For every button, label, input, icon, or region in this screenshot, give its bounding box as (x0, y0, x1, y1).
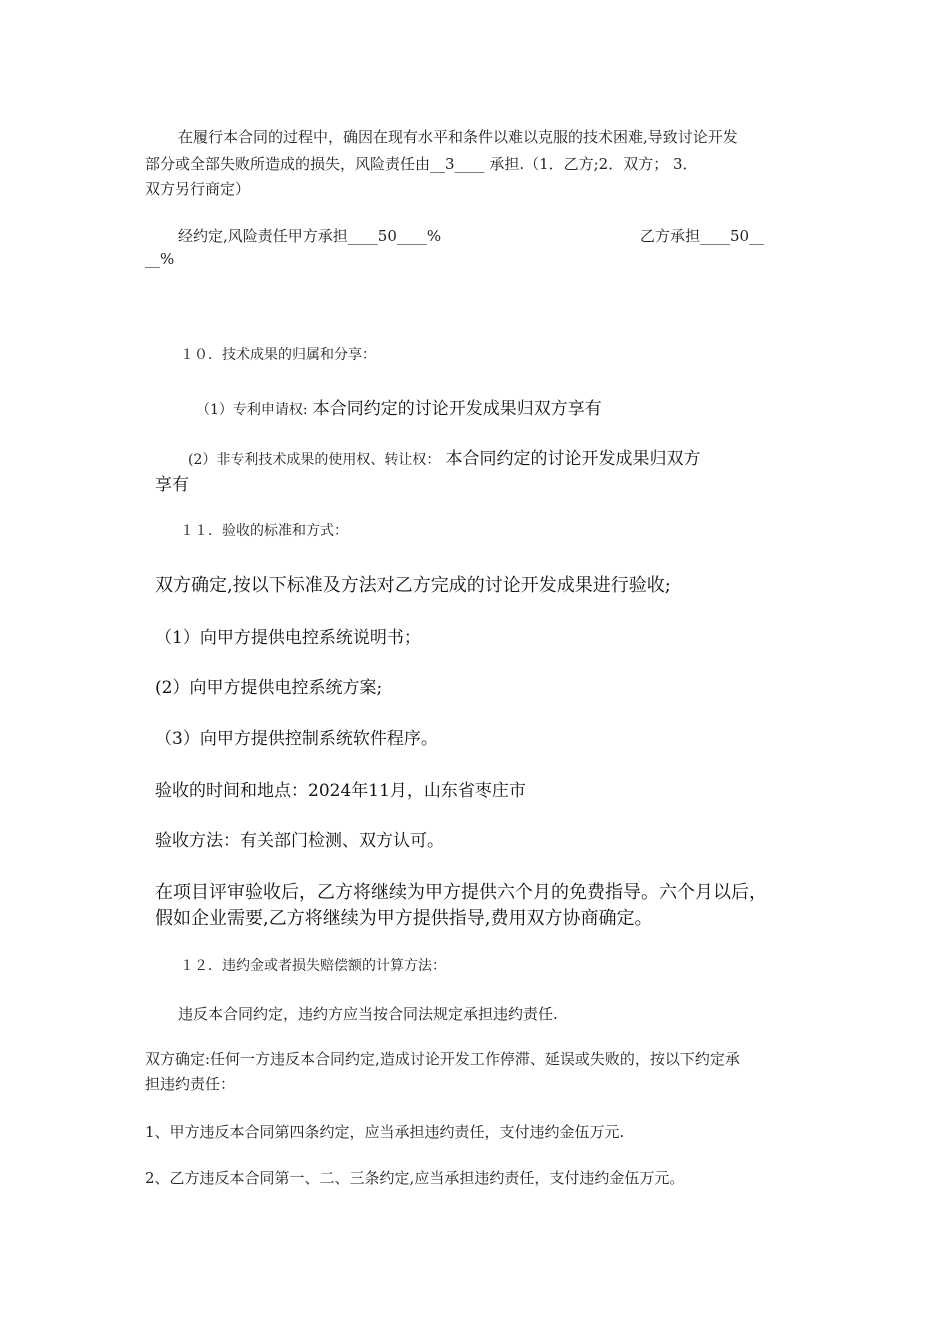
section-11-heading: １１．验收的标准和方式： (180, 523, 348, 539)
risk-para-line-1: 在履行本合同的过程中，确因在现有水平和条件以难以克服的技术困难,导致讨论开发 (178, 128, 738, 146)
section-12-para-1: 违反本合同约定，违约方应当按合同法规定承担违约责任. (178, 1005, 558, 1023)
section-11-after-line-2: 假如企业需要,乙方将继续为甲方提供指导,费用双方协商确定。 (155, 908, 653, 929)
section-11-item-1: （1）向甲方提供电控系统说明书； (155, 628, 421, 648)
section-10-heading: １０．技术成果的归属和分享： (180, 347, 376, 363)
section-11-method: 验收方法：有关部门检测、双方认可。 (155, 831, 444, 851)
risk-para-line-3: 双方另行商定） (145, 180, 251, 198)
section-10-item-2 (188, 444, 700, 469)
section-11-after-line-1: 在项目评审验收后，乙方将继续为甲方提供六个月的免费指导。六个月以后， (155, 882, 767, 903)
section-12-item-1: 1、甲方违反本合同第四条约定，应当承担违约责任，支付违约金伍万元. (145, 1123, 625, 1141)
section-11-intro: 双方确定,按以下标准及方法对乙方完成的讨论开发成果进行验收; (155, 575, 671, 596)
section-10-item-2-label: (2）非专利技术成果的使用权、转让权： (188, 452, 441, 468)
risk-share-yi: 乙方承担____50__ (640, 227, 765, 245)
section-11-time-place: 验收的时间和地点：2024年11月，山东省枣庄市 (155, 781, 526, 801)
section-10-item-1-text: 本合同约定的讨论开发成果归双方享有 (312, 399, 602, 419)
risk-share-line-2: __% (145, 250, 175, 268)
section-12-para-2-line-2: 担违约责任： (145, 1075, 236, 1093)
section-12-para-2-line-1: 双方确定:任何一方违反本合同约定,造成讨论开发工作停滞、延误或失败的，按以下约定承 (145, 1050, 740, 1068)
section-10-item-1-label: （1）专利申请权: (196, 402, 308, 418)
section-12-item-2: 2、乙方违反本合同第一、二、三条约定,应当承担违约责任，支付违约金伍万元。 (145, 1169, 685, 1187)
section-10-item-2-cont: 享有 (155, 475, 189, 495)
section-10-item-1 (196, 394, 602, 419)
risk-para-line-2: 部分或全部失败所造成的损失，风险责任由__3____ 承担.（1．乙方;2．双方； 3． (145, 155, 698, 173)
section-11-item-3: （3）向甲方提供控制系统软件程序。 (155, 729, 438, 749)
section-11-item-2: (2）向甲方提供电控系统方案; (155, 678, 383, 698)
section-10-item-2-text: 本合同约定的讨论开发成果归双方 (445, 449, 701, 469)
section-12-heading: １２．违约金或者损失赔偿额的计算方法： (180, 958, 446, 974)
risk-share-jia: 经约定,风险责任甲方承担____50____% (178, 227, 442, 245)
